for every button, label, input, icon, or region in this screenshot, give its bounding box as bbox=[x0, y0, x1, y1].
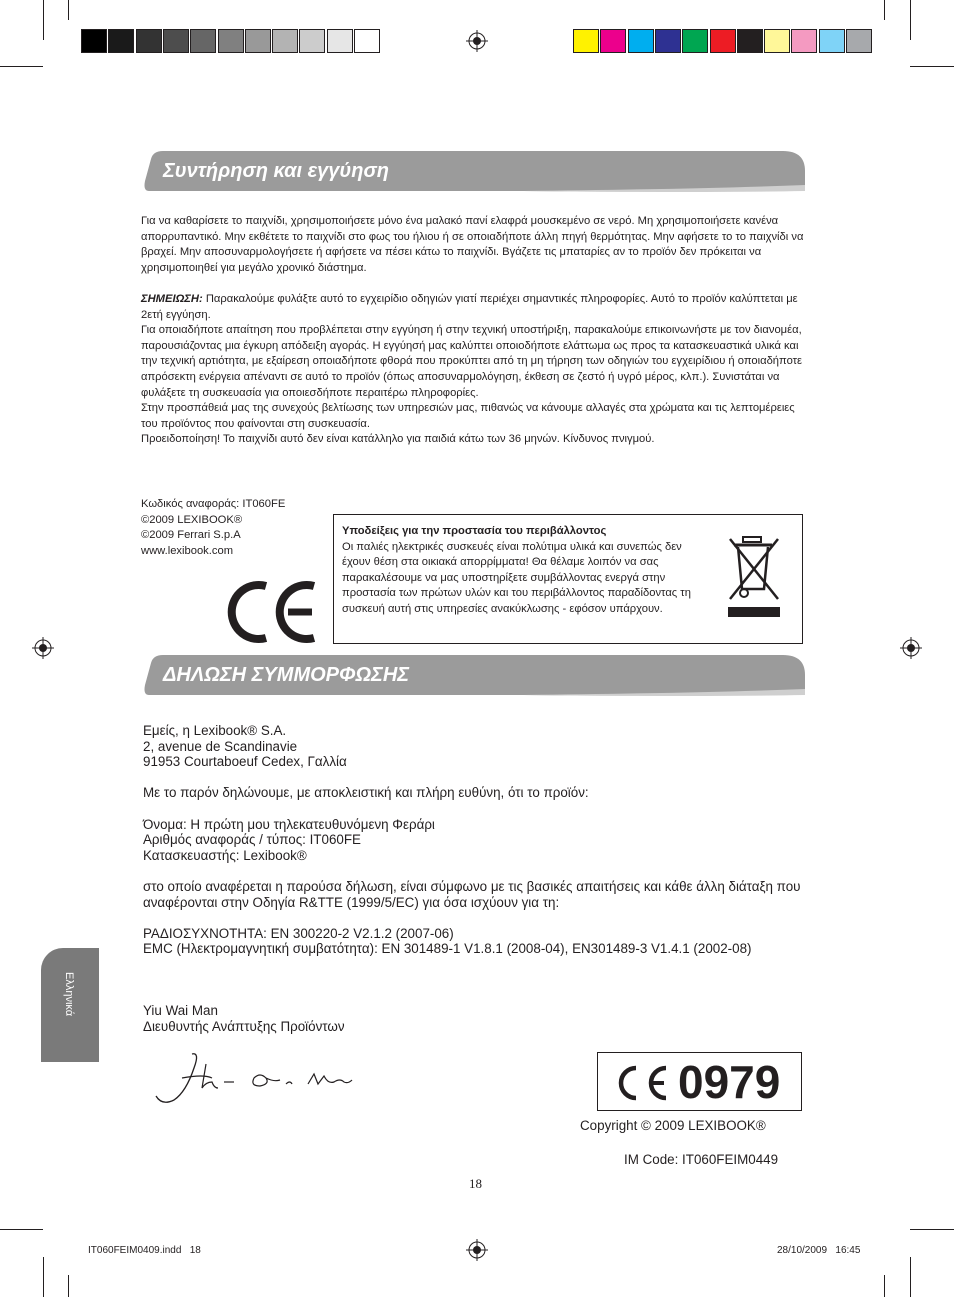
color-swatch bbox=[710, 29, 736, 53]
color-swatch bbox=[600, 29, 626, 53]
ref-line: Κωδικός αναφοράς: IT060FE bbox=[141, 498, 286, 510]
ce-notified-body-number: 0979 bbox=[678, 1056, 781, 1108]
registration-mark-icon bbox=[32, 637, 54, 659]
crop-mark bbox=[910, 0, 911, 40]
note-label: ΣΗΜΕΙΩΣΗ: bbox=[141, 292, 203, 305]
page-number: 18 bbox=[469, 1176, 482, 1191]
registration-mark-icon bbox=[900, 637, 922, 659]
slug-date: 28/10/2009 16:45 bbox=[777, 1245, 861, 1256]
note-paragraph bbox=[141, 292, 806, 323]
crop-mark bbox=[68, 0, 69, 20]
reference-info bbox=[141, 497, 285, 559]
maintenance-text-block bbox=[141, 214, 806, 448]
color-swatch bbox=[354, 29, 380, 53]
color-swatch bbox=[272, 29, 298, 53]
color-swatch bbox=[299, 29, 325, 53]
crop-mark bbox=[884, 0, 885, 20]
crop-mark bbox=[68, 1275, 69, 1297]
environment-box bbox=[333, 514, 803, 644]
language-tab-label: Ελληνικά bbox=[63, 972, 75, 1017]
product-line: Όνομα: Η πρώτη μου τηλεκατευθυνόμενη Φεράρι bbox=[143, 816, 435, 832]
color-swatch bbox=[819, 29, 845, 53]
crop-mark bbox=[43, 0, 44, 40]
language-tab bbox=[41, 948, 99, 1062]
color-swatch bbox=[655, 29, 681, 53]
crop-mark bbox=[910, 66, 954, 67]
standard-line: ΡΑΔΙΟΣΥΧΝΟΤΗΤΑ: EN 300220-2 V2.1.2 (2007-06) bbox=[143, 925, 454, 941]
im-code-text: IM Code: IT060FEIM0449 bbox=[624, 1152, 779, 1167]
registration-mark-icon bbox=[466, 1239, 488, 1261]
color-swatch bbox=[846, 29, 872, 53]
ref-line: ©2009 LEXIBOOK® bbox=[141, 513, 243, 526]
color-swatch bbox=[764, 29, 790, 53]
color-swatch bbox=[163, 29, 189, 53]
address-line: 91953 Courtaboeuf Cedex, Γαλλία bbox=[143, 754, 347, 770]
color-swatch bbox=[682, 29, 708, 53]
color-swatch bbox=[573, 29, 599, 53]
improvement-paragraph: Στην προσπάθειά μας της συνεχούς βελτίωσης των υπηρεσιών μας, πιθανώς να κάνουμε αλλαγές στα χρώματα και τις λεπτομέρειες του προϊόντος που φαίνονται στη συσκευασία. bbox=[141, 402, 795, 430]
declaration-text-block bbox=[143, 723, 803, 957]
copyright-text: Copyright © 2009 LEXIBOOK® bbox=[580, 1118, 766, 1133]
signatory-title: Διευθυντής Ανάπτυξης Προϊόντων bbox=[143, 1018, 345, 1034]
color-swatch bbox=[136, 29, 162, 53]
product-line: Κατασκευαστής: Lexibook® bbox=[143, 847, 307, 863]
crop-mark bbox=[884, 1275, 885, 1297]
ce-number-box bbox=[597, 1052, 802, 1111]
signatory-block bbox=[143, 1003, 803, 1034]
declaration-statement: Με το παρόν δηλώνουμε, με αποκλειστική και πλήρη ευθύνη, ότι το προϊόν: bbox=[143, 785, 589, 801]
product-line: Αριθμός αναφοράς / τύπος: IT060FE bbox=[143, 832, 361, 848]
environment-box-title: Υποδείξεις για την προστασία του περιβάλλοντος bbox=[342, 525, 607, 537]
color-swatch bbox=[737, 29, 763, 53]
warning-paragraph: Προειδοποίηση! Το παιχνίδι αυτό δεν είναι κατάλληλο για παιδιά κάτω των 36 μηνών. Κίνδυνος πνιγμού. bbox=[141, 433, 655, 446]
color-swatch bbox=[190, 29, 216, 53]
color-swatch bbox=[791, 29, 817, 53]
crop-mark bbox=[43, 1257, 44, 1297]
ref-line: ©2009 Ferrari S.p.A bbox=[141, 529, 241, 542]
section-title: ΔΗΛΩΣΗ ΣΥΜΜΟΡΦΩΣΗΣ bbox=[163, 664, 410, 686]
handwritten-signature bbox=[148, 1048, 354, 1110]
color-swatch bbox=[327, 29, 353, 53]
section-banner-declaration bbox=[143, 655, 805, 697]
crop-mark bbox=[910, 1257, 911, 1297]
ce-mark-icon bbox=[612, 1065, 670, 1101]
crossed-out-wheelie-bin-icon bbox=[726, 535, 784, 621]
note-text: Παρακαλούμε φυλάξτε αυτό το εγχειρίδιο οδηγιών γιατί περιέχει σημαντικές πληροφορίες. Αυτό το προϊόν καλύπτεται με 2ετή εγγύηση. bbox=[141, 292, 798, 321]
address-line: 2, avenue de Scandinavie bbox=[143, 738, 298, 754]
color-swatch bbox=[628, 29, 654, 53]
signatory-name: Yiu Wai Man bbox=[143, 1003, 218, 1018]
color-swatch bbox=[218, 29, 244, 53]
color-swatch bbox=[245, 29, 271, 53]
crop-mark bbox=[910, 1229, 954, 1230]
standard-line: EMC (Ηλεκτρομαγνητική συμβατότητα): EN 301489-1 V1.8.1 (2008-04), EN301489-3 V1.4.1 (2002-08) bbox=[143, 941, 752, 957]
section-banner-maintenance bbox=[143, 151, 805, 193]
warranty-paragraph: Για οποιαδήποτε απαίτηση που προβλέπεται στην εγγύηση ή στην τεχνική υποστήριξη, παρακαλούμε επικοινωνήστε με τον διανομέα, παρουσιάζοντας μια έγκυρη απόδειξη αγοράς. Η εγγύησή μας καλύπτει οποιοδήποτε ελάττωμα ως προς τα κατασκευαστικά υλικά και την τεχνική αρτιότητα, με εξαίρεση οποιαδήποτε φθορά που προκύπτει από τη μη τήρηση των οδηγιών του εγχειρίδιου ή οποιαδήποτε απρόσεκτη ενέργεια απέναντι σε αυτό το προϊόν (όπως αποσυναρμολόγηση, έκθεση σε ζεστό ή υγρό μέρος, κλπ.). Συνιστάται να φυλάξετε τη συσκευασία για οποιεσδήποτε περαιτέρω πληροφορίες. bbox=[141, 324, 803, 399]
care-paragraph: Για να καθαρίσετε το παιχνίδι, χρησιμοποιήσετε μόνο ένα μαλακό πανί ελαφρά μουσκεμένο σε νερό. Μη χρησιμοποιήσετε κανένα απορρυπαντικό. Μην εκθέτετε το παιχνίδι στο φως του ήλιου ή σε οποιαδήποτε άλλη πηγή θερμότητας. Μην αφήσετε το το παιχνίδι να βραχεί. Μην αποσυναρμολογήσετε ή αφήσετε να πέσει κάτω το παιχνίδι. Βγάζετε τις μπαταρίες αν το προϊόν δεν πρόκειται να χρησιμοποιηθεί για μεγάλο χρονικό διάστημα. bbox=[141, 215, 804, 274]
color-swatch bbox=[81, 29, 107, 53]
ref-line: www.lexibook.com bbox=[141, 544, 234, 557]
section-title: Συντήρηση και εγγύηση bbox=[163, 160, 389, 182]
crop-mark bbox=[0, 66, 43, 67]
slug-filename: IT060FEIM0409.indd 18 bbox=[88, 1245, 201, 1256]
address-line: Εμείς, η Lexibook® S.A. bbox=[143, 723, 287, 738]
color-swatch bbox=[108, 29, 134, 53]
ce-mark-icon bbox=[226, 580, 322, 644]
registration-mark-icon bbox=[466, 30, 488, 52]
conformity-paragraph: στο οποίο αναφέρεται η παρούσα δήλωση, είναι σύμφωνο με τις βασικές απαιτήσεις και κάθε άλλη διάταξη που αναφέρονται στην Οδηγία R&TTE (1999/5/EC) για όσα ισχύουν για τη: bbox=[143, 878, 801, 910]
environment-box-text: Οι παλιές ηλεκτρικές συσκευές είναι πολύτιμα υλικά και συνεπώς δεν έχουν θέση στα οικιακά απορρίμματα! Θα θέλαμε λοιπόν να σας παρακαλέσουμε να μας υποστηρίξετε συμβάλλοντας ενεργά στην προστασία των πρώτων υλών και του περιβάλλοντος παραδίδοντας τη συσκευή αυτή στις υπηρεσίες ανακύκλωσης - εφόσον υπάρχουν. bbox=[342, 540, 691, 615]
crop-mark bbox=[0, 1229, 43, 1230]
